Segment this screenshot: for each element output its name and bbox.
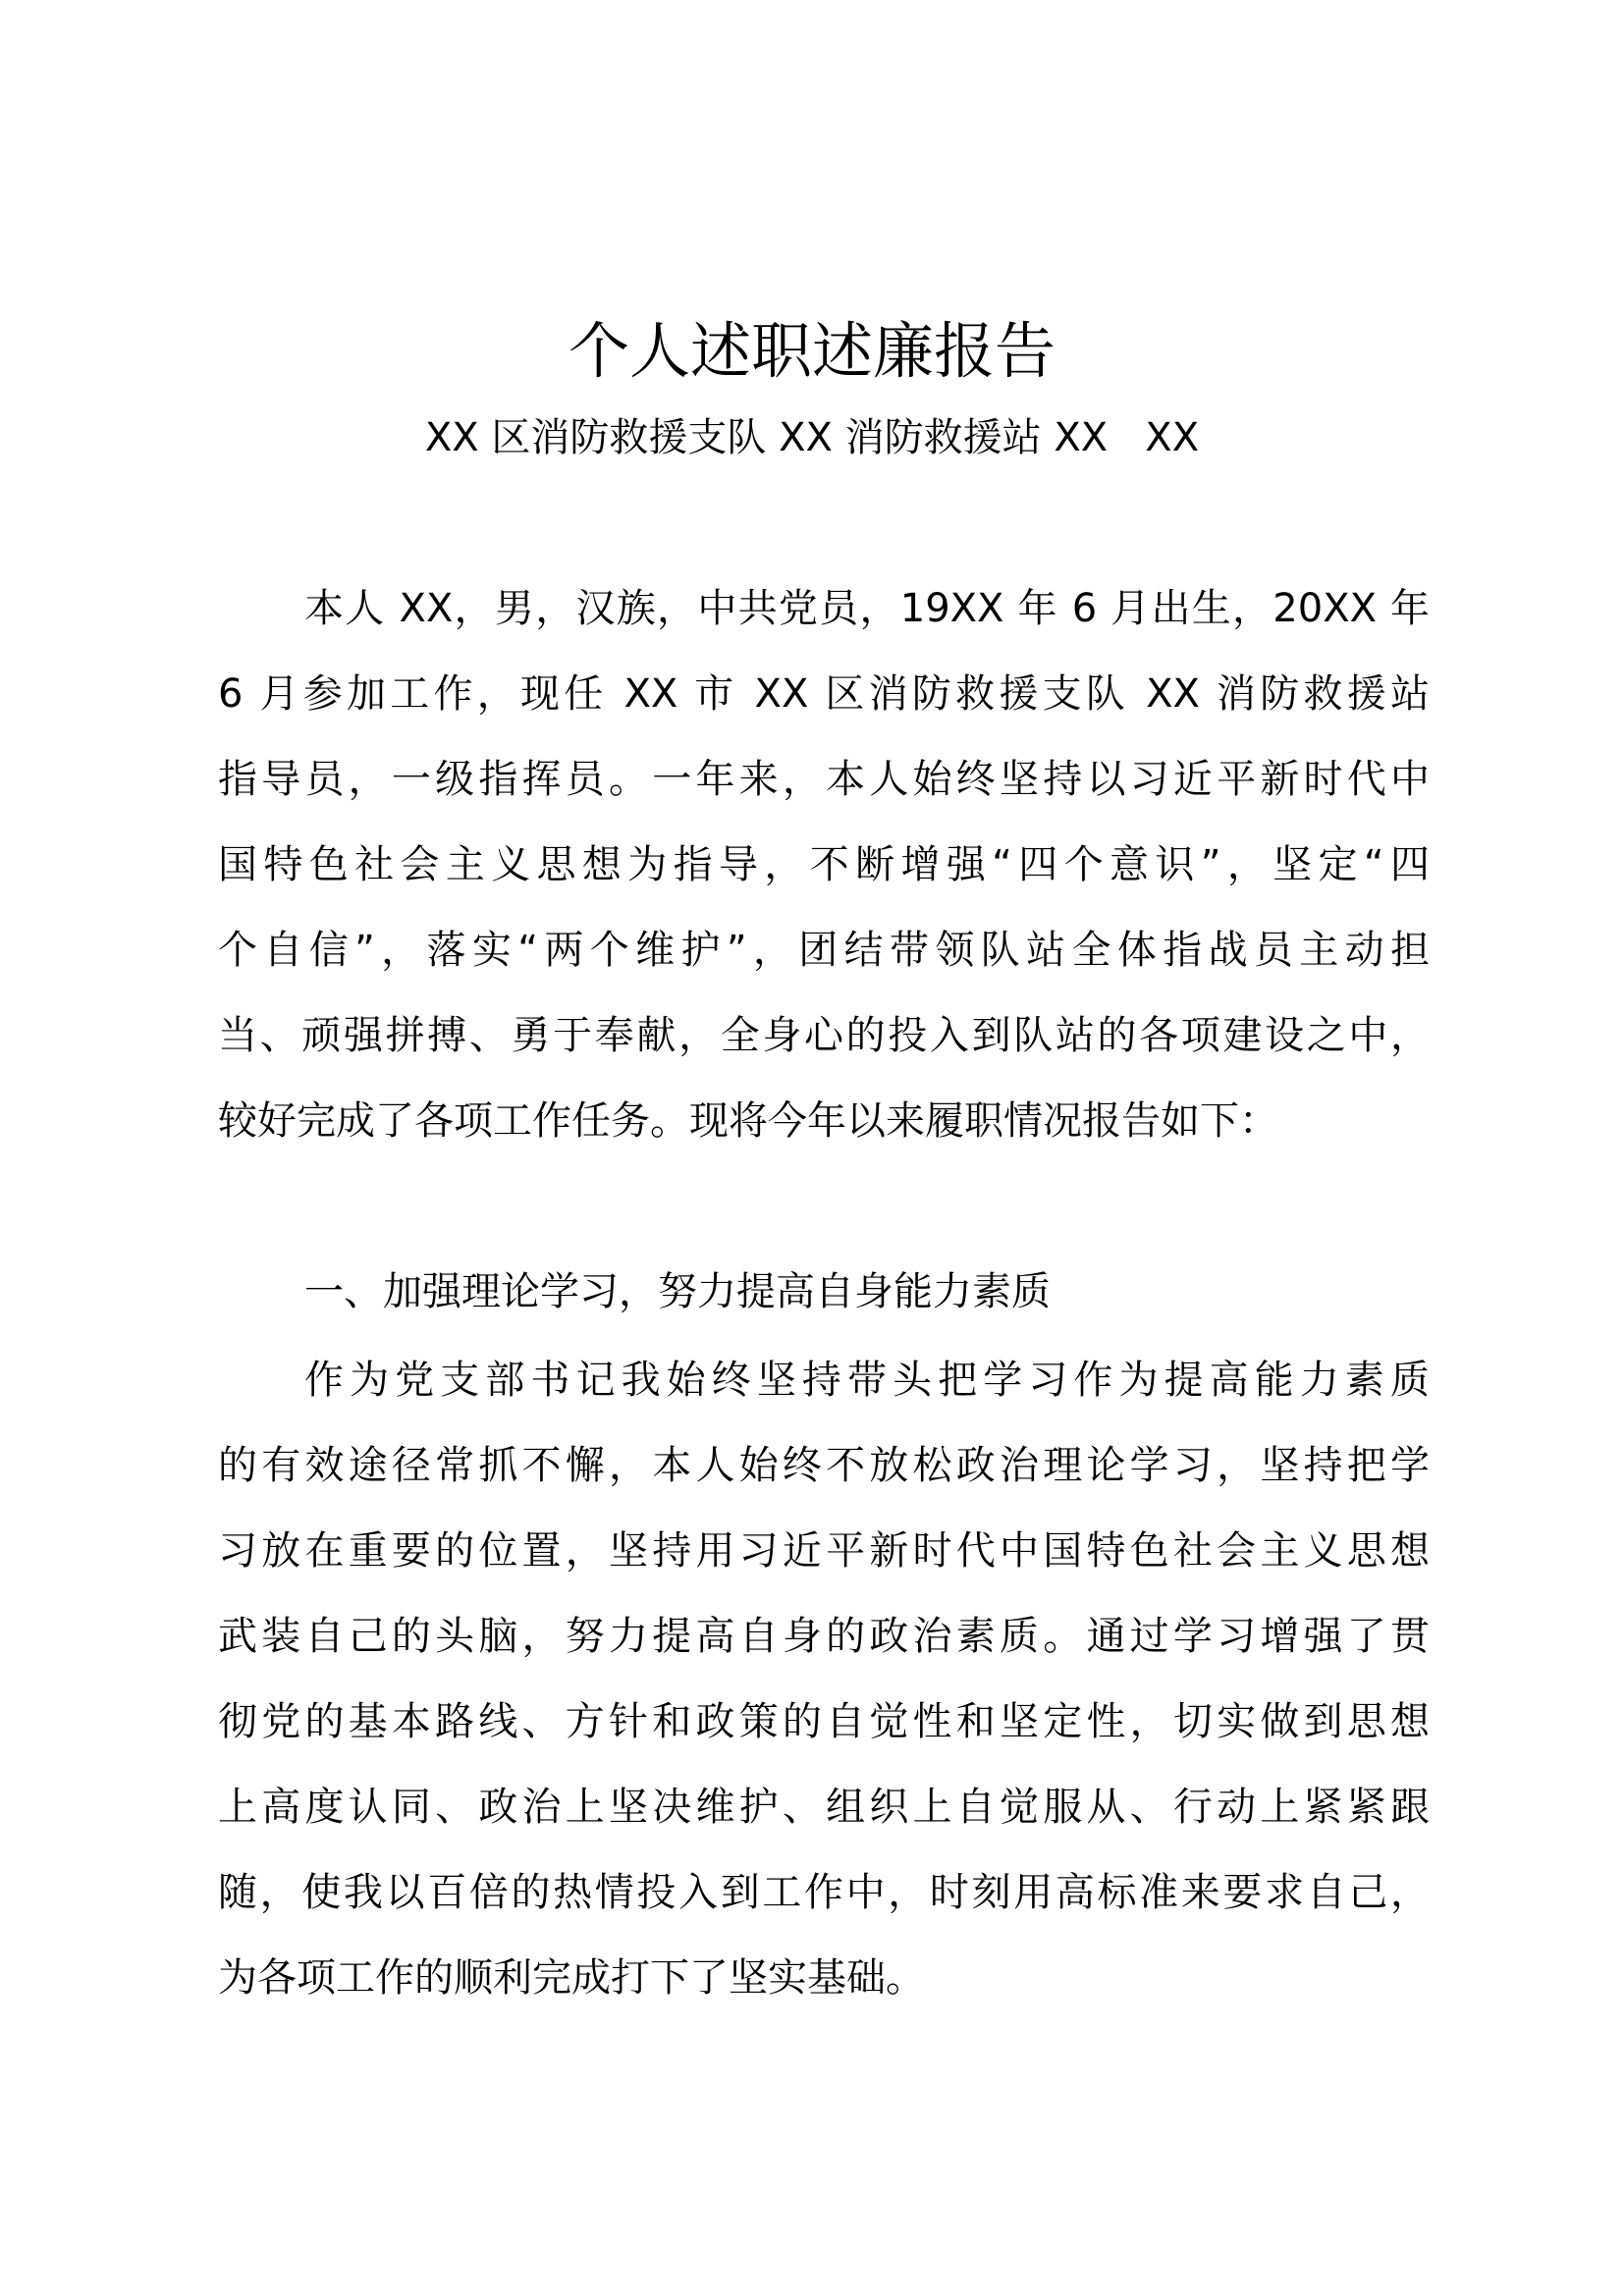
text-line: 为各项工作的顺利完成打下了坚实基础。 <box>218 1955 925 2001</box>
text-line: 本人 XX，男，汉族，中共党员，19XX 年 6 月出生，20XX 年 <box>304 586 1430 631</box>
text-line: 彻党的基本路线、方针和政策的自觉性和坚定性，切实做到思想 <box>218 1699 1430 1744</box>
text-line: 较好完成了各项工作任务。现将今年以来履职情况报告如下： <box>218 1098 1278 1144</box>
paragraph-study <box>218 1338 1430 2021</box>
paragraph-intro <box>218 566 1430 1164</box>
text-line: 上高度认同、政治上坚决维护、组织上自觉服从、行动上紧紧跟 <box>218 1785 1430 1830</box>
text-line: 当、顽强拼搏、勇于奉献，全身心的投入到队站的各项建设之中， <box>218 1013 1430 1058</box>
text-line: 6 月参加工作，现任 XX 市 XX 区消防救援支队 XX 消防救援站 <box>218 671 1430 717</box>
text-line: 作为党支部书记我始终坚持带头把学习作为提高能力素质 <box>304 1358 1430 1403</box>
text-line: 的有效途径常抓不懈，本人始终不放松政治理论学习，坚持把学 <box>218 1443 1430 1488</box>
document-subtitle: XX 区消防救援支队 XX 消防救援站 XX XX <box>424 415 1200 460</box>
text-line: 国特色社会主义思想为指导，不断增强“四个意识”，坚定“四 <box>218 842 1430 887</box>
text-line: 习放在重要的位置，坚持用习近平新时代中国特色社会主义思想 <box>218 1528 1430 1574</box>
text-line: 指导员，一级指挥员。一年来，本人始终坚持以习近平新时代中 <box>218 757 1430 802</box>
document-title: 个人述职述廉报告 <box>568 315 1056 387</box>
section-heading-text: 一、加强理论学习，努力提高自身能力素质 <box>304 1269 1051 1314</box>
text-line: 随，使我以百倍的热情投入到工作中，时刻用高标准来要求自己， <box>218 1870 1430 1915</box>
text-line: 个自信”，落实“两个维护”，团结带领队站全体指战员主动担 <box>218 928 1430 973</box>
section-heading <box>218 1250 1430 1335</box>
text-line: 武装自己的头脑，努力提高自身的政治素质。通过学习增强了贯 <box>218 1614 1430 1659</box>
